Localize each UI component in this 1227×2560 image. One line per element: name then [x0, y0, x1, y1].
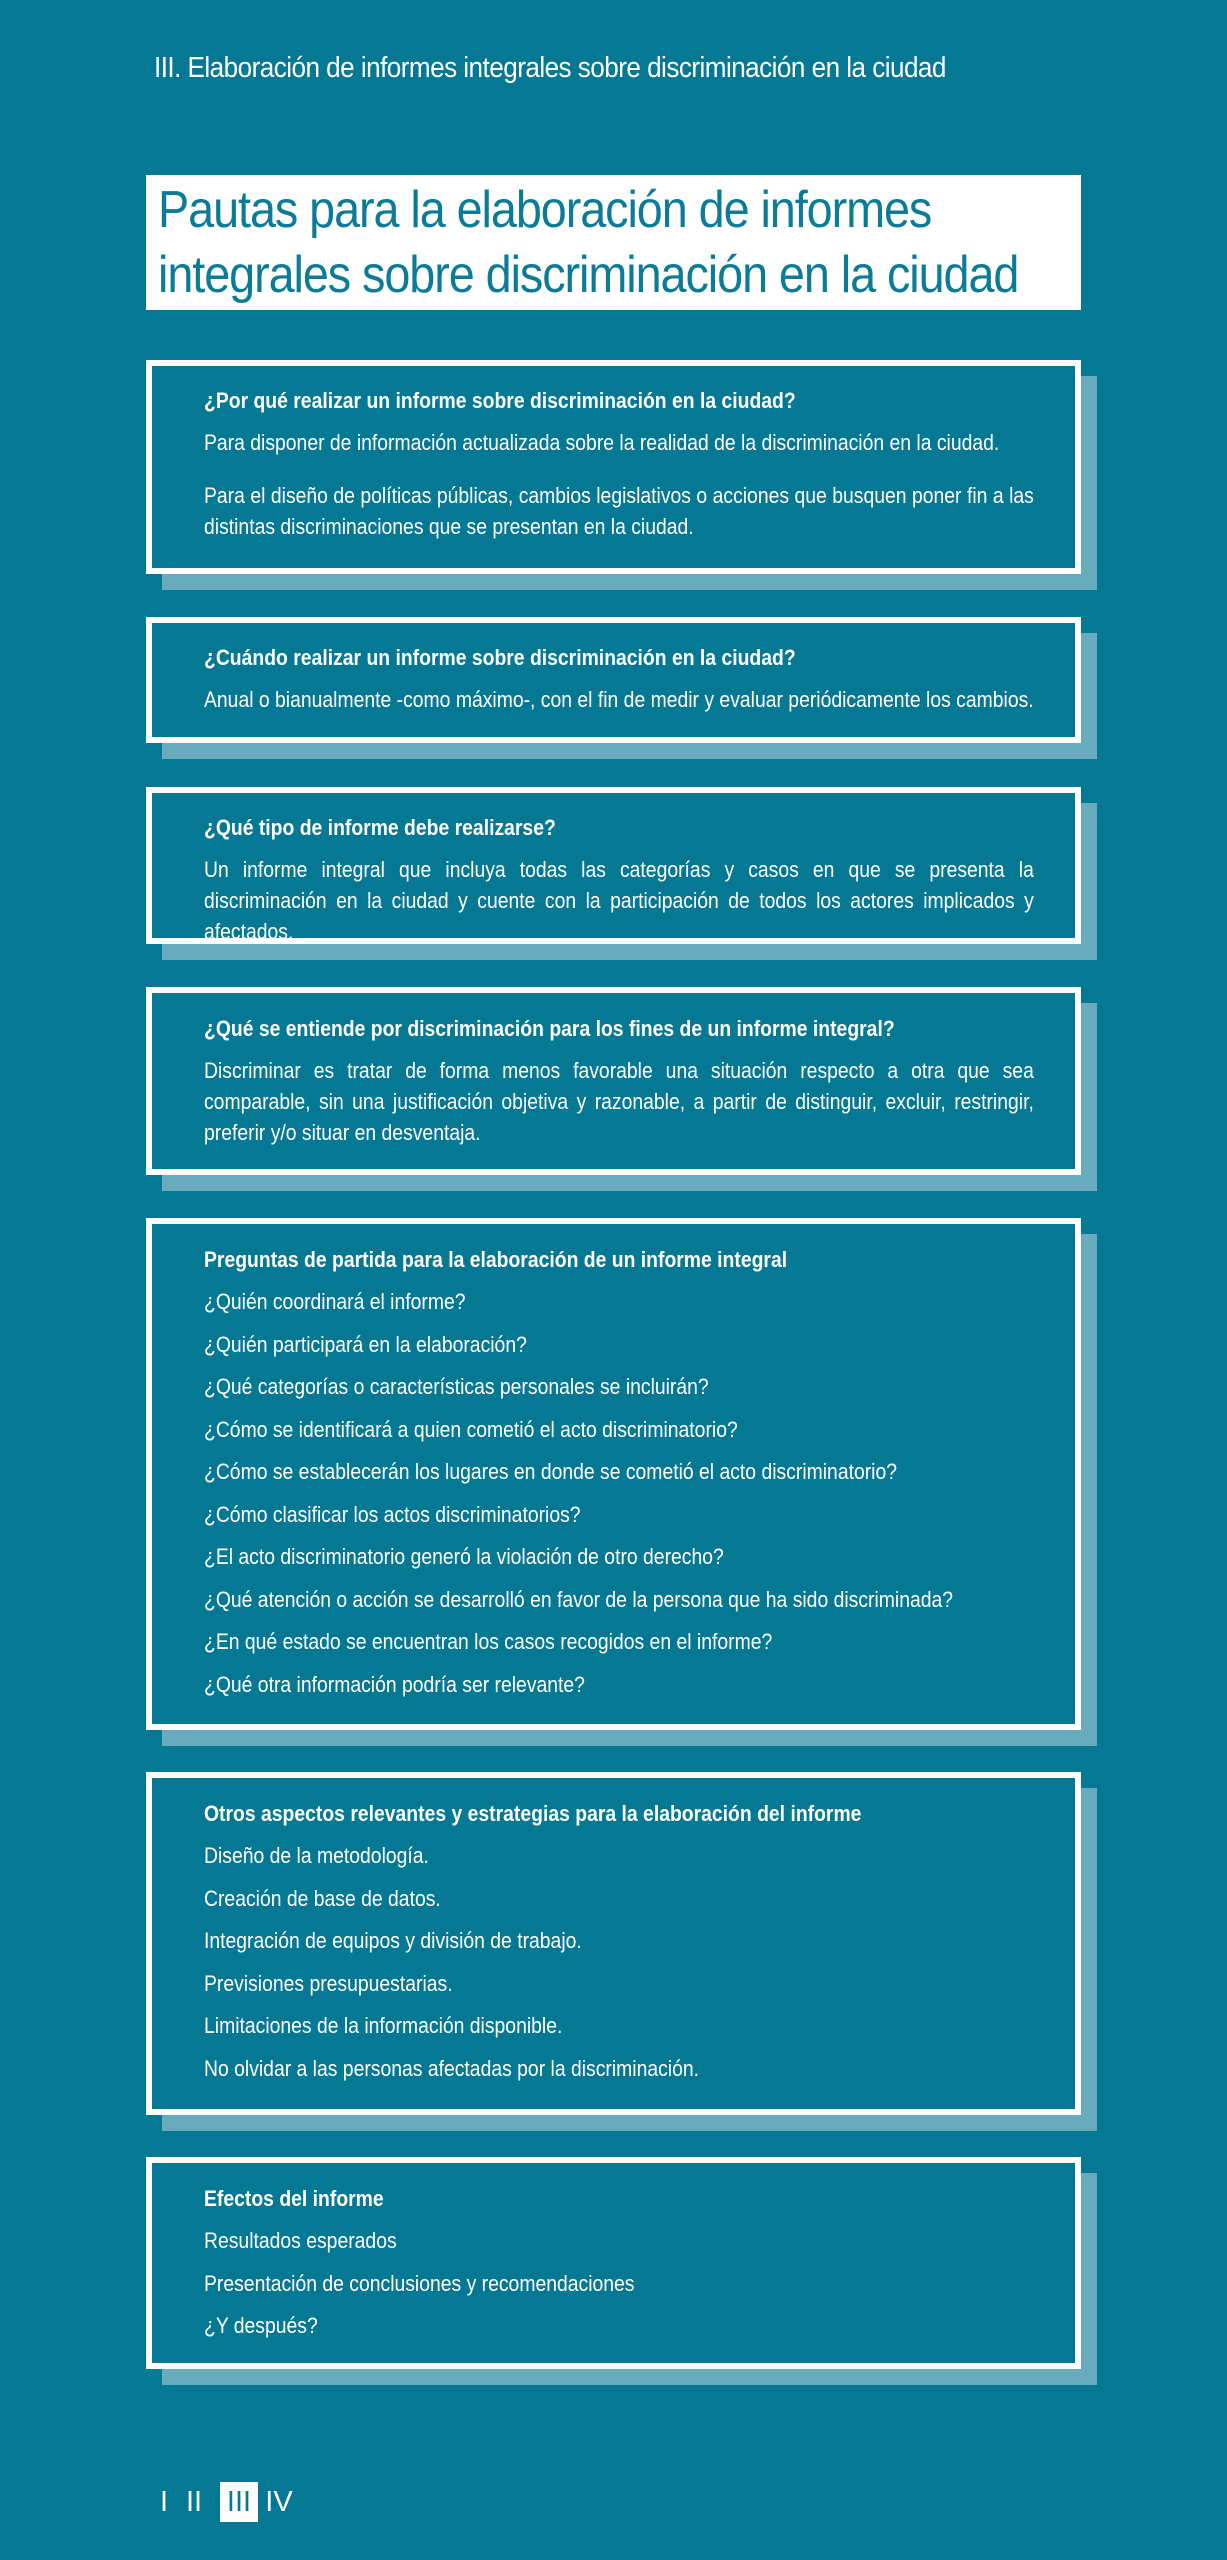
- card-paragraph: Discriminar es tratar de forma menos favorable una situación respecto a otra que sea comparable, sin una justificación objetiva y razonable, a partir de distinguir, excluir, restringir, preferir y/o situar en desventaja.: [204, 1058, 1034, 1145]
- card-starting-questions: [146, 1218, 1081, 1730]
- card-why: [146, 360, 1081, 574]
- list-item: ¿En qué estado se encuentran los casos recogidos en el informe?: [204, 1629, 773, 1654]
- list-item: ¿Quién participará en la elaboración?: [204, 1331, 527, 1357]
- list-item: Diseño de la metodología.: [204, 1843, 429, 1868]
- list-item: ¿Qué categorías o características personales se incluirán?: [204, 1374, 709, 1399]
- card-paragraph: Para el diseño de políticas públicas, cambios legislativos o acciones que busquen poner fin a las distintas discriminaciones que se presentan en la ciudad.: [204, 483, 1034, 539]
- list-item: ¿Cómo se establecerán los lugares en donde se cometió el acto discriminatorio?: [204, 1459, 898, 1484]
- list-item: ¿Cómo clasificar los actos discriminatorios?: [204, 1501, 581, 1527]
- list-item: ¿Quién coordinará el informe?: [204, 1289, 466, 1314]
- pager-item-ii[interactable]: II: [185, 2486, 203, 2518]
- card-paragraph: Para disponer de información actualizada sobre la realidad de la discriminación en la ciudad.: [204, 430, 1000, 455]
- card-question: Efectos del informe: [204, 2186, 384, 2211]
- list-item: ¿El acto discriminatorio generó la violación de otro derecho?: [204, 1544, 724, 1569]
- list-item: Integración de equipos y división de trabajo.: [204, 1928, 582, 1953]
- list-item: Resultados esperados: [204, 2228, 397, 2253]
- card-question: ¿Qué tipo de informe debe realizarse?: [204, 815, 556, 840]
- card-question: ¿Qué se entiende por discriminación para los fines de un informe integral?: [204, 1016, 895, 1041]
- chapter-pager: [154, 2482, 294, 2522]
- list-item: ¿Cómo se identificará a quien cometió el acto discriminatorio?: [204, 1416, 738, 1442]
- pager-item-i[interactable]: I: [159, 2486, 169, 2518]
- card-question: ¿Por qué realizar un informe sobre discriminación en la ciudad?: [204, 388, 796, 413]
- list-item: Presentación de conclusiones y recomendaciones: [204, 2270, 635, 2296]
- card-type: [146, 787, 1081, 944]
- list-item: ¿Qué atención o acción se desarrolló en favor de la persona que ha sido discriminada?: [204, 1586, 954, 1612]
- page-title-line-1: Pautas para la elaboración de informes: [158, 181, 932, 239]
- list-item: Creación de base de datos.: [204, 1885, 441, 1911]
- list-item: ¿Y después?: [204, 2313, 318, 2338]
- card-paragraph: Un informe integral que incluya todas las categorías y casos en que se presenta la discriminación en la ciudad y cuente con la participación de todos los actores implicados y afectados.: [204, 857, 1034, 944]
- pager-item-iii-current[interactable]: III: [220, 2482, 258, 2522]
- page-header: III. Elaboración de informes integrales sobre discriminación en la ciudad: [154, 52, 946, 84]
- card-question: Preguntas de partida para la elaboración de un informe integral: [204, 1247, 788, 1272]
- card-question: ¿Cuándo realizar un informe sobre discriminación en la ciudad?: [204, 645, 796, 670]
- card-other-aspects: [146, 1772, 1081, 2115]
- list-item: Limitaciones de la información disponible.: [204, 2013, 563, 2038]
- list-item: Previsiones presupuestarias.: [204, 1970, 453, 1996]
- list-item: ¿Qué otra información podría ser relevante?: [204, 1671, 585, 1697]
- page-title-line-2: integrales sobre discriminación en la ciudad: [158, 246, 1019, 304]
- card-when: [146, 617, 1081, 743]
- list-item: No olvidar a las personas afectadas por la discriminación.: [204, 2055, 700, 2081]
- card-question: Otros aspectos relevantes y estrategias para la elaboración del informe: [204, 1801, 862, 1826]
- card-effects: [146, 2157, 1081, 2369]
- card-paragraph: Anual o bianualmente -como máximo-, con el fin de medir y evaluar periódicamente los cambios.: [204, 687, 1034, 712]
- card-definition: [146, 987, 1081, 1175]
- pager-item-iv[interactable]: IV: [265, 2486, 293, 2518]
- title-box: [146, 175, 1081, 310]
